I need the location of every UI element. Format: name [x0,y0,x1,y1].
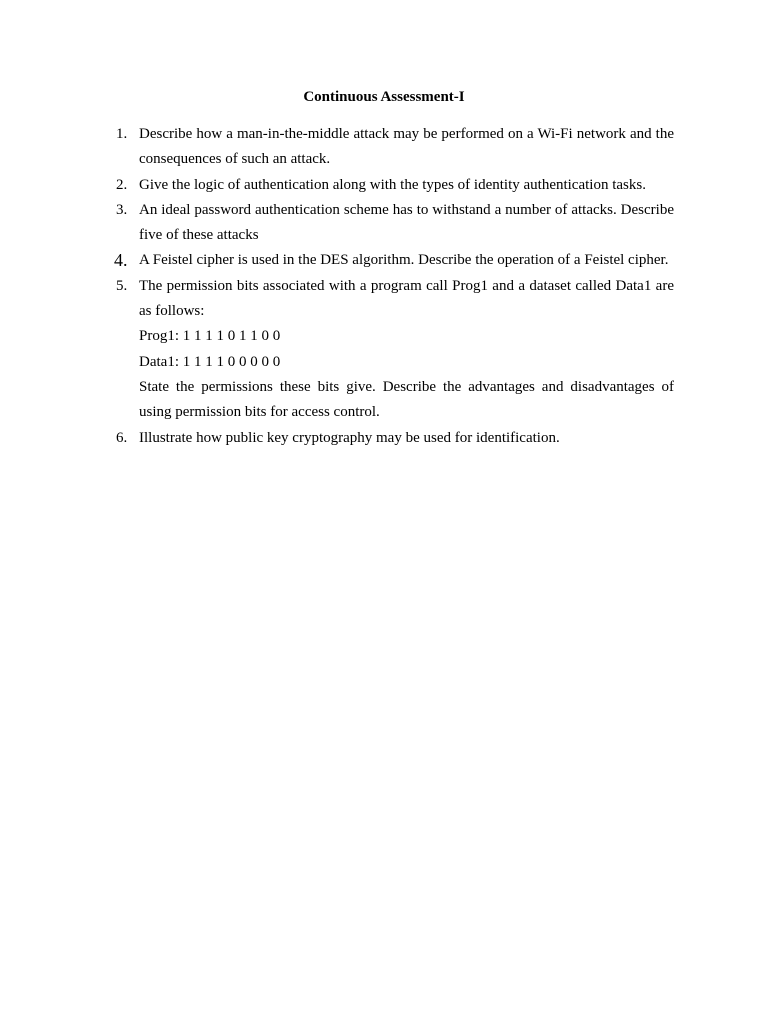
question-text: Illustrate how public key cryptography may be used for identification. [139,429,560,446]
question-2 [112,173,674,198]
question-5 [112,274,674,426]
question-3 [112,198,674,249]
question-followup-text: State the permissions these bits give. Describe the advantages and disadvantages of using permission bits for access control. [139,378,674,421]
question-6 [112,426,674,451]
question-number: 1. [116,126,128,142]
question-number: 6. [116,429,128,446]
question-number: 2. [116,176,128,193]
page-title: Continuous Assessment-I [303,89,465,105]
question-number: 4. [114,250,128,271]
question-text: Describe how a man-in-the-middle attack may be performed on a Wi-Fi network and the consequences of such an attack. [139,126,674,168]
prog1-permission-bits: Prog1: 1 1 1 1 0 1 1 0 0 [139,328,281,345]
question-text: Give the logic of authentication along with the types of identity authentication tasks. [139,176,646,193]
question-text: A Feistel cipher is used in the DES algorithm. Describe the operation of a Feistel cipher. [139,252,669,269]
question-text: The permission bits associated with a program call Prog1 and a dataset called Data1 are as follows: [139,277,674,320]
question-list [112,122,674,451]
data1-permission-bits: Data1: 1 1 1 1 0 0 0 0 0 [139,353,281,370]
question-number: 3. [116,201,128,218]
question-4 [112,248,674,273]
question-1 [112,122,674,173]
question-text: An ideal password authentication scheme has to withstand a number of attacks. Describe five of these attacks [139,201,674,244]
question-number: 5. [116,277,128,294]
